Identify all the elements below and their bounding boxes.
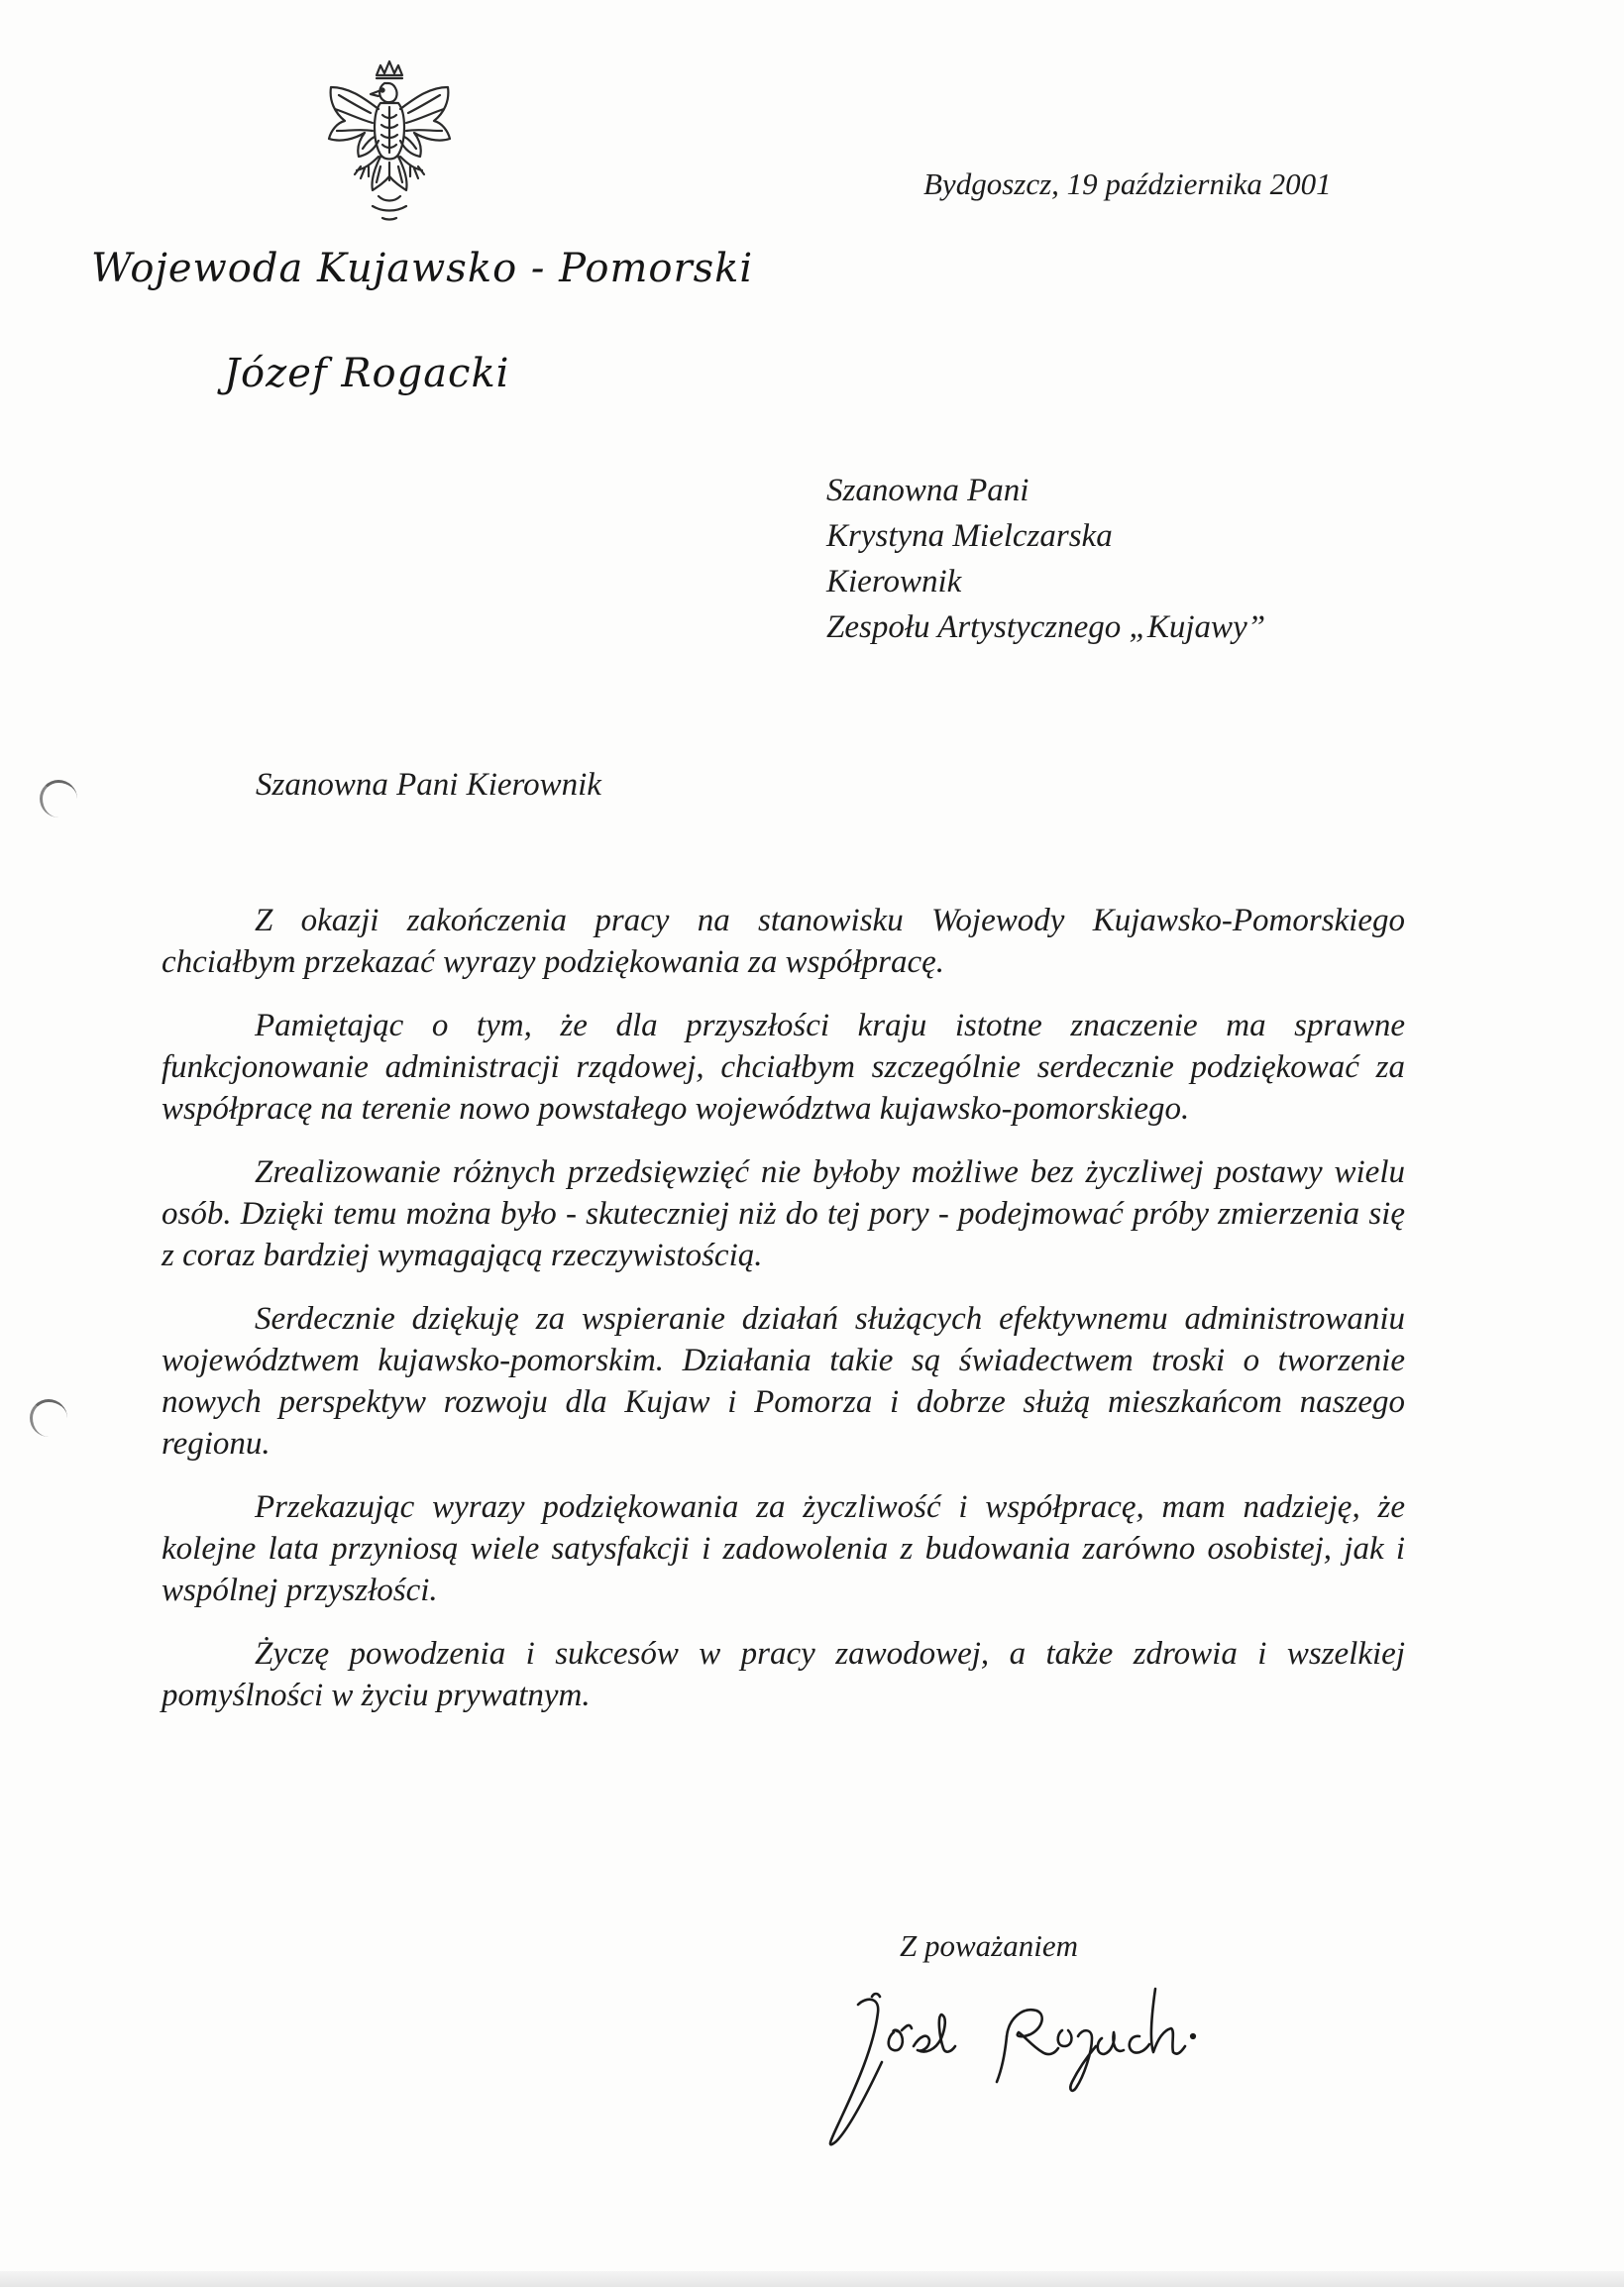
- handwritten-signature: [812, 1967, 1268, 2165]
- addressee-block: [826, 468, 1265, 650]
- body-paragraph: Z okazji zakończenia pracy na stanowisku Wojewody Kujawsko-Pomorskiego chciałbym przekazać wyrazy podziękowania za współpracę.: [162, 903, 1405, 980]
- addressee-line: Zespołu Artystycznego „Kujawy”: [826, 609, 1266, 645]
- letter-body: [162, 900, 1405, 1738]
- scan-bottom-edge: [0, 2271, 1624, 2287]
- sender-name: Józef Rogacki: [224, 351, 510, 396]
- body-paragraph: Serdecznie dziękuję za wspieranie działań służących efektywnemu administrowaniu województwem kujawsko-pomorskim. Działania takie są świadectwem troski o tworzenie nowych perspektyw rozwoju dla Kujaw i Pomorza i dobrze służą mieszkańcom naszego regionu.: [162, 1301, 1405, 1462]
- body-paragraph: Przekazując wyrazy podziękowania za życzliwość i współpracę, mam nadzieję, że kolejne lata przyniosą wiele satysfakcji i zadowolenia z budowania zarówno osobistej, jak i wspólnej przyszłości.: [162, 1489, 1405, 1608]
- body-paragraph: Zrealizowanie różnych przedsięwzięć nie byłoby możliwe bez życzliwej postawy wielu osób. Dzięki temu można było - skuteczniej niż do tej pory - podejmować próby zmierzenia się z coraz bardziej wymagającą rzeczywistością.: [162, 1154, 1405, 1273]
- punch-hole-mark: [30, 1399, 67, 1437]
- salutation: Szanowna Pani Kierownik: [256, 767, 601, 803]
- addressee-line: Kierownik: [826, 564, 962, 599]
- body-paragraph: Pamiętając o tym, że dla przyszłości kraju istotne znaczenie ma sprawne funkcjonowanie administracji rządowej, chciałbym szczególnie serdecznie podziękować za współpracę na terenie nowo powstałego województwa kujawsko-pomorskiego.: [162, 1008, 1405, 1127]
- sender-title: Wojewoda Kujawsko - Pomorski: [91, 246, 754, 291]
- addressee-line: Krystyna Mielczarska: [826, 518, 1113, 554]
- closing-phrase: Z poważaniem: [900, 1928, 1078, 1963]
- addressee-line: Szanowna Pani: [826, 473, 1029, 508]
- punch-hole-mark: [40, 780, 77, 817]
- eagle-emblem-icon: [315, 57, 464, 226]
- body-paragraph: Życzę powodzenia i sukcesów w pracy zawodowej, a także zdrowia i wszelkiej pomyślności w życiu prywatnym.: [162, 1636, 1405, 1713]
- letter-date: Bydgoszcz, 19 października 2001: [923, 166, 1332, 201]
